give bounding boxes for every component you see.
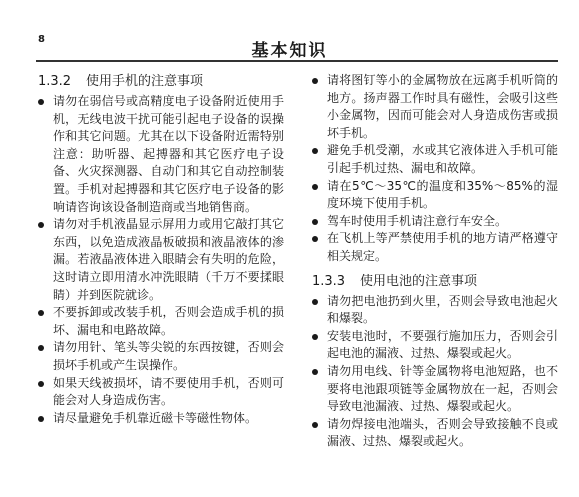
list-item bbox=[312, 416, 558, 451]
bullet-icon bbox=[312, 219, 318, 225]
list-item bbox=[312, 213, 558, 231]
list-item-text: 如果天线被损坏，请不要使用手机，否则可能会对人身造成伤害。 bbox=[53, 375, 284, 408]
bullet-icon bbox=[312, 334, 318, 340]
list-item-text: 请勿对手机液晶显示屏用力或用它敲打其它东西，以免造成液晶板破损和液晶液体的渗漏。若液晶液体进入眼睛会有失明的危险，这时请立即用清水冲洗眼睛（千万不要揉眼睛）并到医院就诊。 bbox=[53, 217, 284, 302]
bullet-list bbox=[312, 293, 558, 451]
list-item-text: 请勿用针、笔头等尖锐的东西按键，否则会损坏手机或产生误操作。 bbox=[53, 340, 284, 372]
section-number: 1.3.2 bbox=[38, 74, 72, 89]
list-item-text: 避免手机受潮，水或其它液体进入手机可能引起手机过热、漏电和故障。 bbox=[327, 143, 558, 175]
bullet-icon bbox=[38, 99, 44, 105]
list-item-text: 请将图钉等小的金属物放在远离手机听筒的地方。扬声器工作时具有磁性，会吸引这些小金属物，因而可能会对人身造成伤害或损坏手机。 bbox=[327, 73, 558, 140]
bullet-icon bbox=[312, 422, 318, 428]
list-item bbox=[312, 363, 558, 416]
list-item bbox=[312, 293, 558, 328]
list-item-text: 请勿焊接电池端头，否则会导致接触不良或漏液、过热、爆裂或起火。 bbox=[327, 416, 558, 449]
list-item-text: 请勿把电池扔到火里，否则会导致电池起火和爆裂。 bbox=[327, 293, 558, 326]
list-item bbox=[312, 230, 558, 265]
list-item-text: 请勿在弱信号或高精度电子设备附近使用手机，无线电波干扰可能引起电子设备的误操作和其它问题。尤其在以下设备附近需特别注意：助听器、起搏器和其它医疗电子设备、火灾探测器、自动门和其它自动控制装置。手机对起搏器和其它医疗电子设备的影响请咨询该设备制造商或当地销售商。 bbox=[53, 94, 284, 214]
bullet-icon bbox=[312, 78, 318, 84]
list-item bbox=[312, 178, 558, 213]
list-item bbox=[38, 216, 284, 304]
list-item bbox=[312, 142, 558, 177]
list-item bbox=[312, 72, 558, 142]
list-item bbox=[38, 304, 284, 339]
list-item bbox=[312, 328, 558, 363]
right-column bbox=[312, 72, 558, 451]
bullet-list bbox=[38, 93, 284, 427]
bullet-icon bbox=[312, 299, 318, 305]
bullet-icon bbox=[312, 184, 318, 190]
list-item-text: 不要拆卸或改装手机，否则会造成手机的损坏、漏电和电路故障。 bbox=[53, 305, 284, 337]
bullet-icon bbox=[312, 236, 318, 242]
list-item-text: 请勿用电线、针等金属物将电池短路，也不要将电池跟项链等金属物放在一起，否则会导致电池漏液、过热、爆裂或起火。 bbox=[327, 363, 558, 414]
list-item bbox=[38, 375, 284, 410]
list-item bbox=[38, 93, 284, 216]
list-item-text: 驾车时使用手机请注意行车安全。 bbox=[327, 213, 508, 228]
list-item-text: 请在5℃～35℃的温度和35%～85%的湿度环境下使用手机。 bbox=[327, 178, 558, 211]
section-title: 使用电池的注意事项 bbox=[360, 273, 478, 289]
section-heading-1-3-3 bbox=[312, 272, 558, 292]
bullet-icon bbox=[312, 369, 318, 375]
bullet-icon bbox=[38, 381, 44, 387]
section-heading-1-3-2 bbox=[38, 72, 284, 92]
bullet-icon bbox=[38, 416, 44, 422]
section-number: 1.3.3 bbox=[312, 273, 346, 289]
bullet-icon bbox=[38, 222, 44, 228]
list-item bbox=[38, 339, 284, 374]
left-column bbox=[38, 72, 284, 427]
list-item-text: 请尽量避免手机靠近磁卡等磁性物体。 bbox=[53, 410, 258, 425]
bullet-icon bbox=[38, 310, 44, 316]
bullet-list bbox=[312, 72, 558, 266]
list-item-text: 安装电池时，不要强行施加压力，否则会引起电池的漏液、过热、爆裂或起火。 bbox=[327, 328, 558, 361]
page-title: 基本知识 bbox=[251, 41, 328, 61]
header-rule bbox=[36, 60, 558, 62]
section-title: 使用手机的注意事项 bbox=[86, 74, 204, 89]
bullet-icon bbox=[38, 345, 44, 351]
list-item-text: 在飞机上等严禁使用手机的地方请严格遵守相关规定。 bbox=[327, 231, 558, 263]
bullet-icon bbox=[312, 148, 318, 154]
list-item bbox=[38, 410, 284, 428]
page-number: 8 bbox=[38, 34, 45, 45]
